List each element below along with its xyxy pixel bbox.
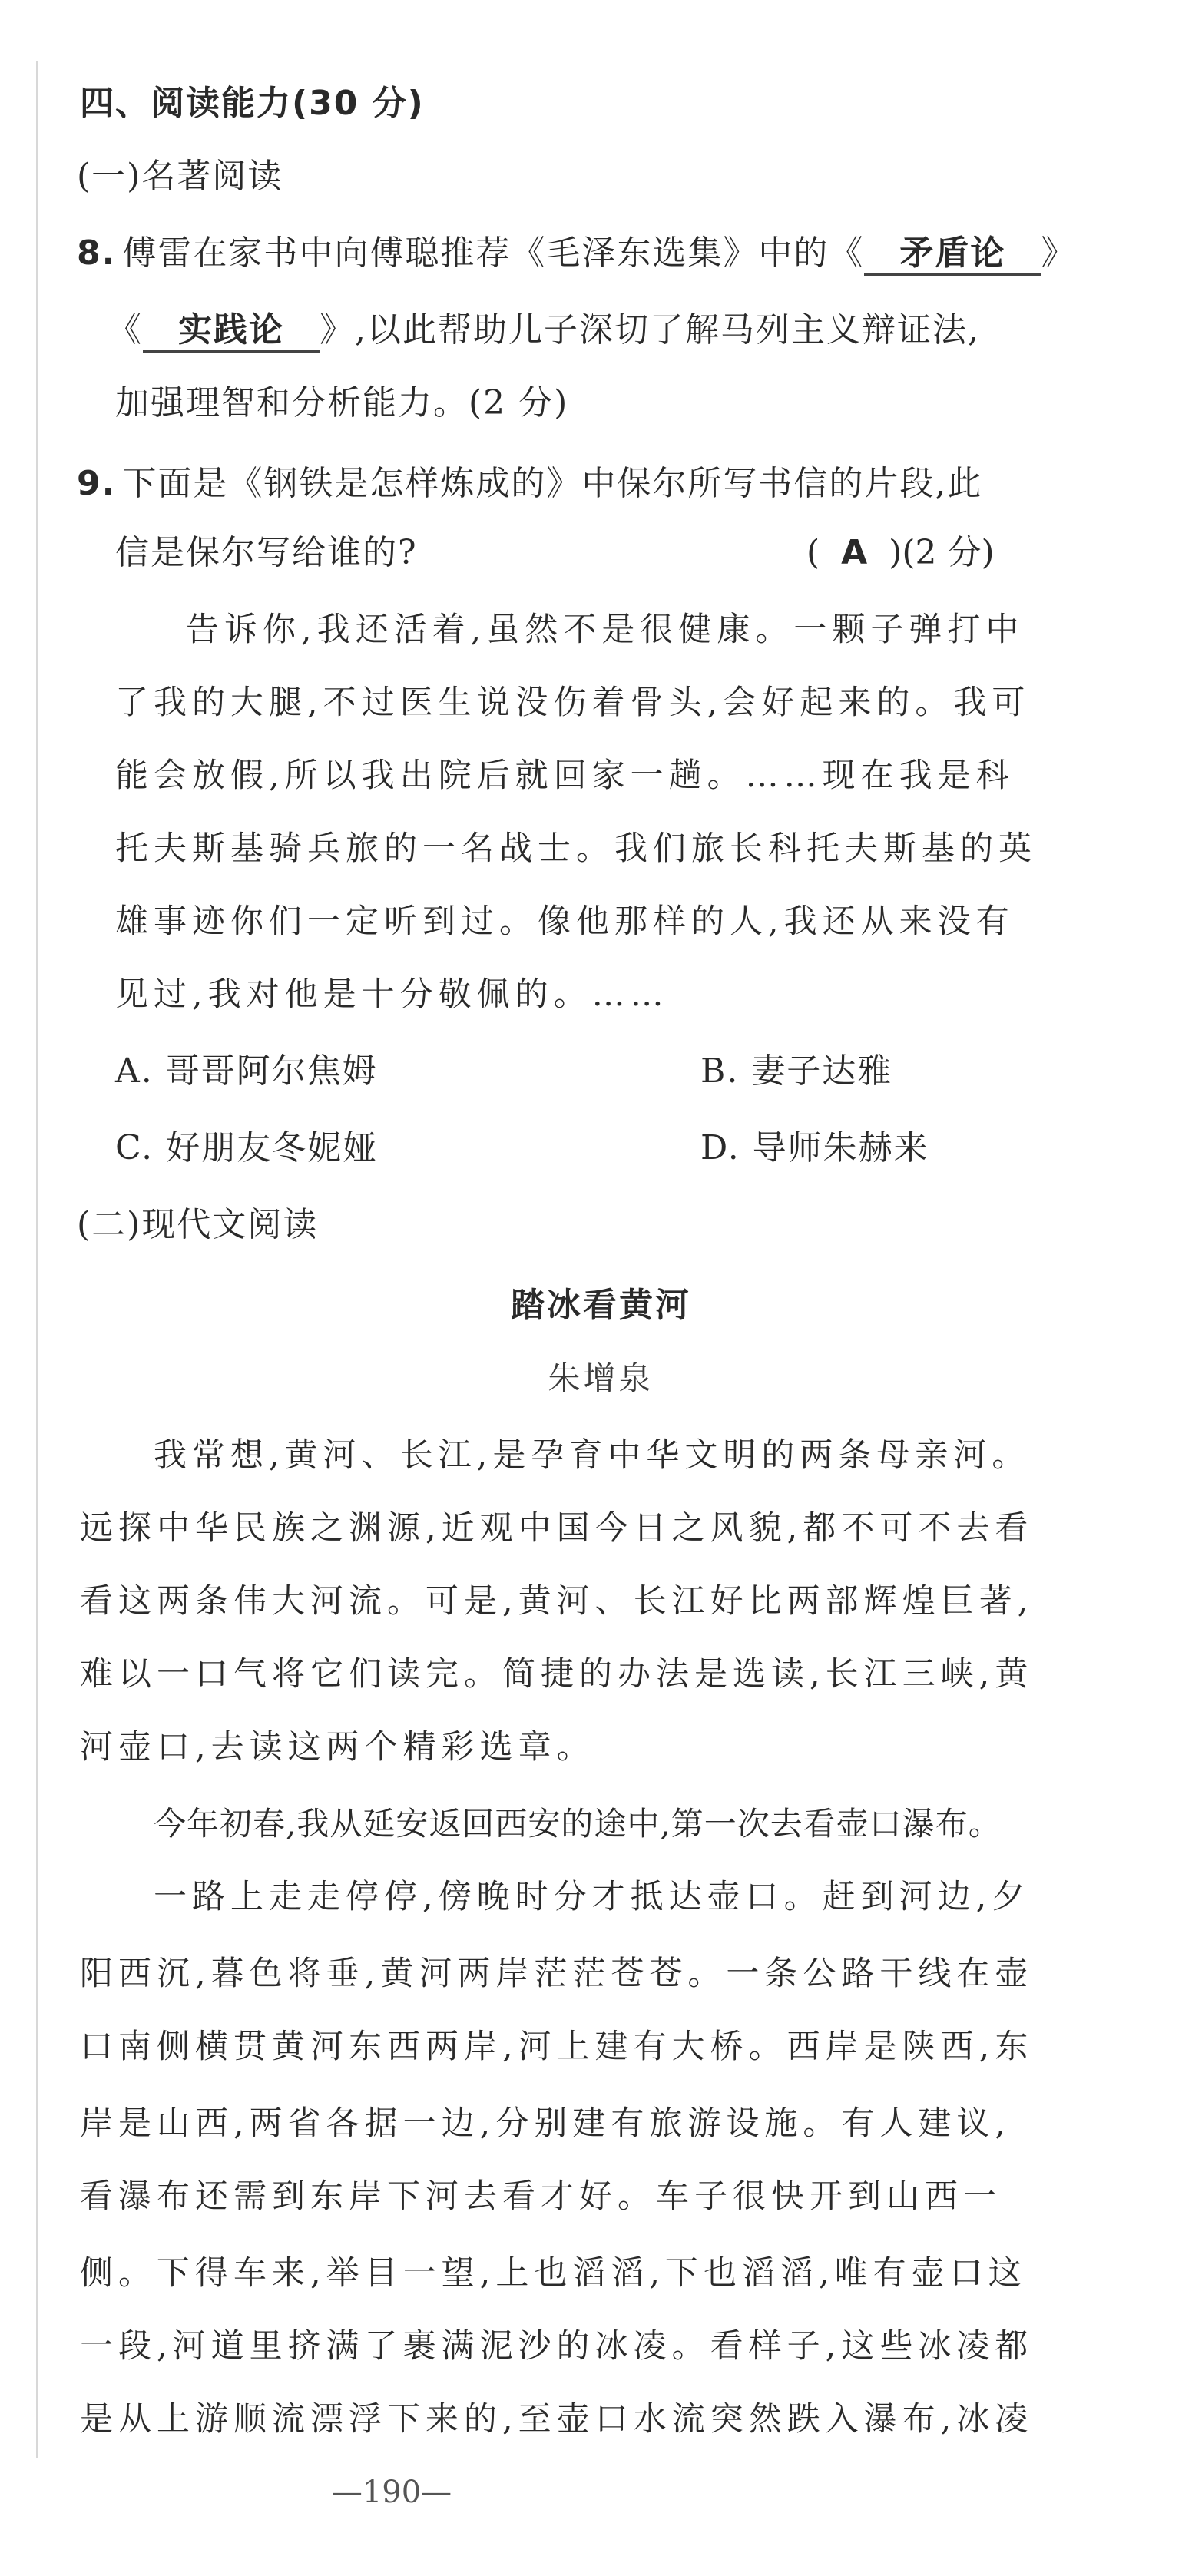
question-8-answer-1: 矛盾论 xyxy=(864,233,1041,276)
article-line-12: 侧。下得车来,举目一望,上也滔滔,下也滔滔,唯有壶口这 xyxy=(80,2254,1027,2293)
subsection-classics-reading: (一)名著阅读 xyxy=(77,157,283,196)
article-line-2: 远探中华民族之渊源,近观中国今日之风貌,都不可不去看 xyxy=(80,1509,1034,1548)
excerpt-line-5: 雄事迹你们一定听到过。像他那样的人,我还从来没有 xyxy=(115,902,1015,941)
question-8-line-3: 加强理智和分析能力。(2 分) xyxy=(115,383,569,422)
left-margin-rule xyxy=(36,61,38,2458)
excerpt-line-4: 托夫斯基骑兵旅的一名战士。我们旅长科托夫斯基的英 xyxy=(115,829,1037,868)
article-line-5: 河壶口,去读这两个精彩选章。 xyxy=(80,1728,595,1766)
excerpt-line-6: 见过,我对他是十分敬佩的。…… xyxy=(115,975,669,1014)
option-b: B. 妻子达雅 xyxy=(700,1051,893,1091)
question-9-paren-open: ( xyxy=(806,533,820,572)
question-8-line-2 xyxy=(108,307,980,353)
question-9-line-2: 信是保尔写给谁的? xyxy=(115,533,418,572)
question-8-text-1-end: 》 xyxy=(1041,233,1077,273)
article-line-13: 一段,河道里挤满了裹满泥沙的冰凌。看样子,这些冰凌都 xyxy=(80,2327,1034,2366)
question-8-line-1 xyxy=(77,230,1076,276)
article-line-11: 看瀑布还需到东岸下河去看才好。车子很快开到山西一 xyxy=(80,2177,1002,2216)
excerpt-line-1: 告诉你,我还活着,虽然不是很健康。一颗子弹打中 xyxy=(186,611,1025,649)
subsection-modern-reading: (二)现代文阅读 xyxy=(77,1205,319,1244)
article-line-4: 难以一口气将它们读完。简捷的办法是选读,长江三峡,黄 xyxy=(80,1655,1034,1694)
excerpt-line-3: 能会放假,所以我出院后就回家一趟。……现在我是科 xyxy=(115,757,1015,795)
article-line-7: 一路上走走停停,傍晚时分才抵达壶口。赶到河边,夕 xyxy=(154,1878,1031,1916)
article-line-6: 今年初春,我从延安返回西安的途中,第一次去看壶口瀑布。 xyxy=(154,1805,1002,1843)
option-d: D. 导师朱赫来 xyxy=(700,1128,929,1167)
question-8-text-1: 傅雷在家书中向傅聪推荐《毛泽东选集》中的《 xyxy=(122,233,865,273)
question-9-paren-close: )(2 分) xyxy=(889,533,995,572)
question-8-text-2: 》,以此帮助儿子深切了解马列主义辩证法, xyxy=(320,310,980,349)
question-8-number: 8. xyxy=(77,233,117,273)
option-c: C. 好朋友冬妮娅 xyxy=(115,1128,379,1167)
question-9-answer: A xyxy=(841,533,868,572)
article-line-3: 看这两条伟大河流。可是,黄河、长江好比两部辉煌巨著, xyxy=(80,1582,1034,1621)
excerpt-line-2: 了我的大腿,不过医生说没伤着骨头,会好起来的。我可 xyxy=(115,684,1031,722)
article-line-10: 岸是山西,两省各据一边,分别建有旅游设施。有人建议, xyxy=(80,2104,1012,2143)
article-line-9: 口南侧横贯黄河东西两岸,河上建有大桥。西岸是陕西,东 xyxy=(80,2028,1034,2066)
section-heading: 四、阅读能力(30 分) xyxy=(80,84,425,123)
article-line-14: 是从上游顺流漂浮下来的,至壶口水流突然跌入瀑布,冰凌 xyxy=(80,2400,1034,2439)
option-a: A. 哥哥阿尔焦姆 xyxy=(115,1051,378,1091)
article-line-8: 阳西沉,暮色将垂,黄河两岸茫茫苍苍。一条公路干线在壶 xyxy=(80,1955,1034,1993)
question-9-answer-bracket xyxy=(806,530,995,576)
question-9-line-1 xyxy=(77,461,982,507)
question-9-text-1: 下面是《钢铁是怎样炼成的》中保尔所写书信的片段,此 xyxy=(122,464,983,503)
article-title: 踏冰看黄河 xyxy=(511,1286,691,1325)
page-number: —190— xyxy=(331,2475,452,2510)
question-8-answer-2: 实践论 xyxy=(143,310,320,353)
article-line-1: 我常想,黄河、长江,是孕育中华文明的两条母亲河。 xyxy=(154,1436,1031,1475)
question-8-text-2-start: 《 xyxy=(108,310,143,349)
question-9-number: 9. xyxy=(77,464,117,503)
article-author: 朱增泉 xyxy=(548,1359,654,1397)
